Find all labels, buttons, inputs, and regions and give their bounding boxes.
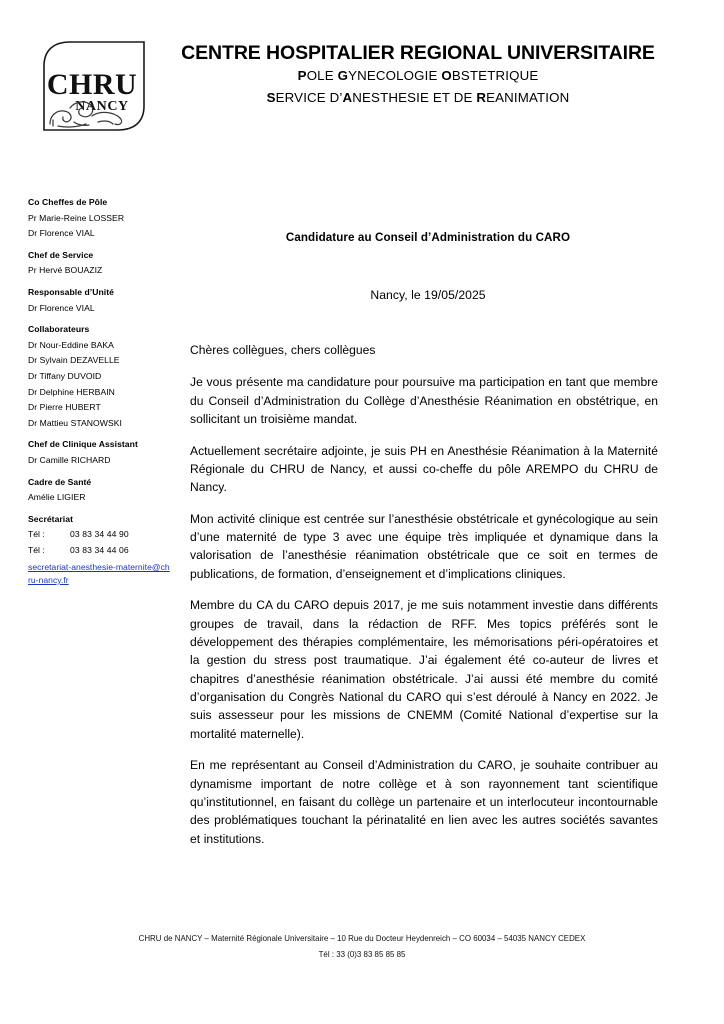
- page-footer: [25, 930, 698, 962]
- sidebar-group-secretariat: [28, 515, 170, 586]
- header-line-service: SERVICE D’ANESTHESIE ET DE REANIMATION: [266, 89, 570, 105]
- secretariat-email-link[interactable]: secretariat-anesthesie-maternite@chru-nancy.fr: [28, 562, 170, 585]
- sidebar-person: Dr Mattieu STANOWSKI: [28, 417, 122, 428]
- sidebar-person: Dr Sylvain DEZAVELLE: [28, 355, 120, 366]
- sidebar-person: Amélie LIGIER: [28, 492, 86, 503]
- sidebar-group-title: Cadre de Santé: [28, 476, 92, 487]
- sidebar-group-title: Collaborateurs: [28, 324, 90, 335]
- sidebar-group-chef-clinique-assistant: [28, 440, 170, 464]
- sidebar-person: Dr Tiffany DUVOID: [28, 370, 102, 381]
- letter-paragraph: Mon activité clinique est centrée sur l’anesthésie obstétricale et gynécologique au sein d’une maternité de type 3 avec une équipe très impliquée et dynamique dans la valorisation de l’anesthésie réanimation obstétricale que ce soit en termes de publications, de formation, d’enseignement et d’implications cliniques.: [190, 511, 658, 581]
- sidebar-person: Pr Hervé BOUAZIZ: [28, 265, 103, 276]
- secretariat-phone-1: [28, 530, 170, 539]
- document-title: Candidature au Conseil d’Administration du CARO: [285, 231, 571, 244]
- letter-body: [190, 341, 658, 848]
- sidebar-person: Dr Nour-Eddine BAKA: [28, 339, 114, 350]
- svg-text:CHRU: CHRU: [46, 68, 138, 101]
- sidebar-group-co-cheffes: [28, 198, 170, 238]
- sidebar-person: Dr Camille RICHARD: [28, 454, 111, 465]
- sidebar-group-chef-de-service: [28, 251, 170, 275]
- letterhead-header: [0, 32, 724, 134]
- phone-label: Tél :: [28, 544, 45, 555]
- sidebar-group-title: Chef de Clinique Assistant: [28, 439, 138, 450]
- sidebar-group-title: Responsable d’Unité: [28, 286, 114, 297]
- sidebar-person: Dr Florence VIAL: [28, 302, 95, 313]
- sidebar-group-title: Chef de Service: [28, 249, 94, 260]
- letter-paragraph: Actuellement secrétaire adjointe, je suis PH en Anesthésie Réanimation à la Maternité Régionale du CHRU de Nancy, et aussi co-cheffe du pôle AREMPO du CHRU de Nancy.: [190, 443, 658, 495]
- header-line-institution: CENTRE HOSPITALIER REGIONAL UNIVERSITAIRE: [181, 42, 655, 64]
- sidebar-person: Pr Marie-Reine LOSSER: [28, 212, 125, 223]
- sidebar-group-title: Secrétariat: [28, 513, 73, 524]
- letter-paragraph: En me représentant au Conseil d’Administration du CARO, je souhaite contribuer au dynamisme important de notre collège et à son rayonnement tant scientifique qu’institutionnel, en faisant du collège un partenaire et un interlocuteur incontournable des problématiques touchant la périnatalité en lien avec les autres sociétés savantes et institutions.: [190, 758, 658, 846]
- letter-paragraph: Je vous présente ma candidature pour poursuive ma participation en tant que membre du Conseil d’Administration du Collège d’Anesthésie Réanimation en obstétrique, en sollicitant un troisième mandat.: [190, 375, 658, 427]
- header-line-pole: POLE GYNECOLOGIE OBSTETRIQUE: [297, 68, 539, 83]
- footer-phone: Tél : 33 (0)3 83 85 85 85: [318, 949, 406, 960]
- secretariat-phone-2: [28, 546, 170, 555]
- sidebar-person: Dr Delphine HERBAIN: [28, 386, 115, 397]
- chru-nancy-logo: [40, 38, 148, 134]
- sidebar-person: Dr Florence VIAL: [28, 228, 95, 239]
- sidebar-group-title: Co Cheffes de Pôle: [28, 197, 108, 207]
- phone-number: 03 83 34 44 06: [70, 544, 129, 555]
- footer-address: CHRU de NANCY – Maternité Régionale Universitaire – 10 Rue du Docteur Heydenreich – CO 60034 – 54035 NANCY CEDEX: [138, 933, 586, 943]
- svg-text:NANCY: NANCY: [75, 99, 129, 114]
- sidebar-group-responsable-unite: [28, 288, 170, 312]
- contacts-sidebar: [28, 198, 170, 599]
- sidebar-group-collaborateurs: [28, 325, 170, 427]
- phone-label: Tél :: [28, 529, 45, 540]
- phone-number: 03 83 34 44 90: [70, 529, 129, 540]
- sidebar-person: Dr Pierre HUBERT: [28, 402, 101, 413]
- letter-salutation: Chères collègues, chers collègues: [190, 343, 376, 357]
- document-date-line: Nancy, le 19/05/2025: [370, 288, 486, 302]
- header-title-block: [148, 42, 688, 108]
- letter-paragraph: Membre du CA du CARO depuis 2017, je me suis notamment investie dans différents groupes de travail, dans la rédaction de RFF. Mes topics préférés sont le développement des thérapies complémentaire, les mémorisations péri-opératoires et la gestion du stress post traumatique. J’ai également été co-auteur de livres et chapitres d’anesthésie réanimation obstétricale. J’ai aussi été membre du comité d’organisation du Congrès National du CARO qui s’est déroulé à Nancy en 2022. Je suis assesseur pour les missions de CNEMM (Comité National d’expertise sur la mortalité maternelle).: [190, 598, 658, 741]
- sidebar-group-cadre-de-sante: [28, 478, 170, 502]
